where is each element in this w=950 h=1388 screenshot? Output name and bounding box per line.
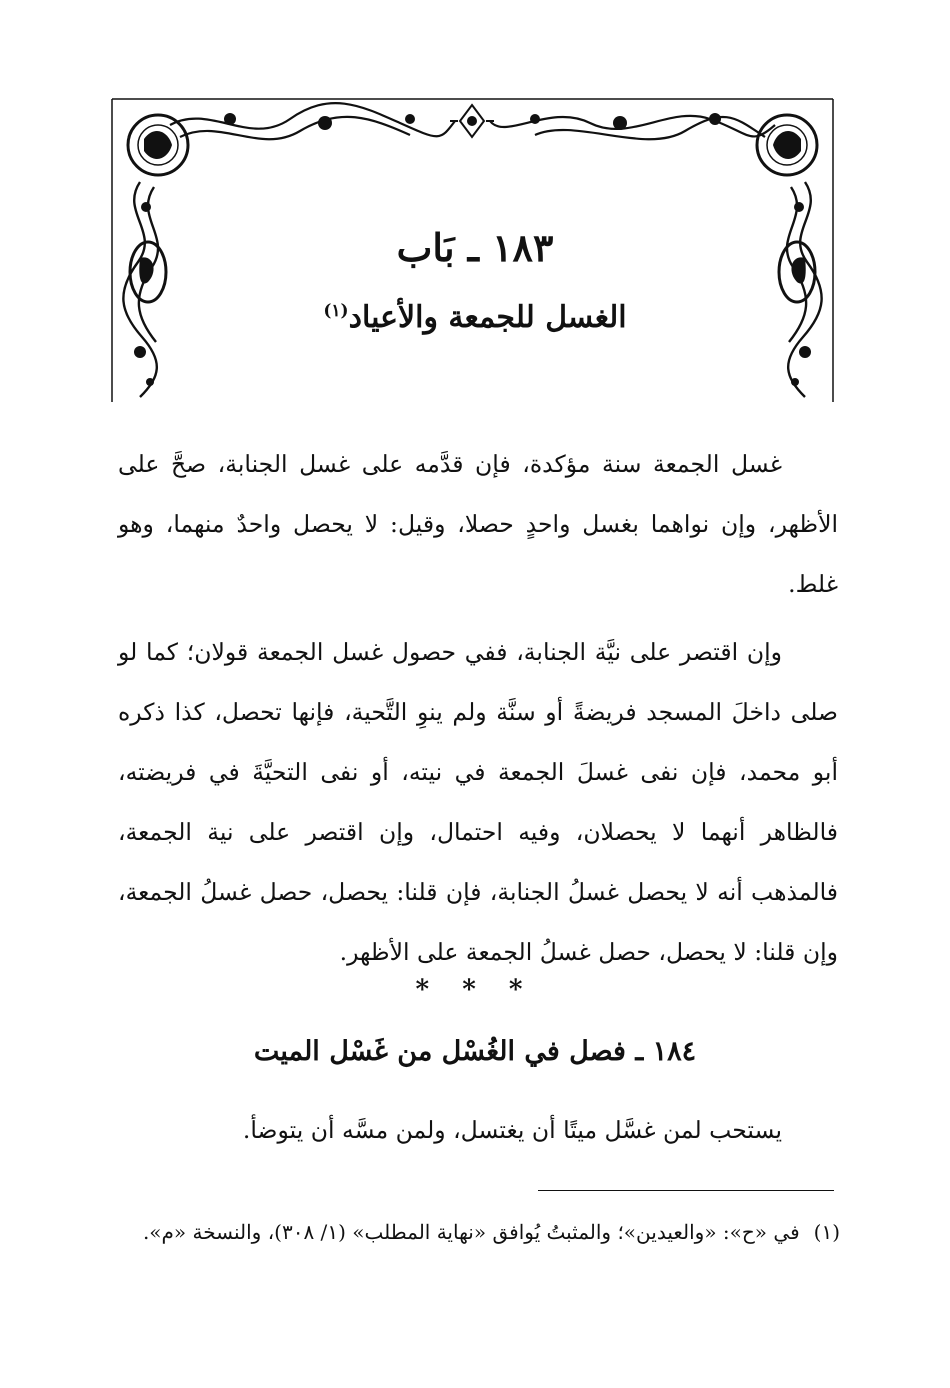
footnote bbox=[118, 1208, 840, 1256]
chapter-title bbox=[0, 300, 950, 335]
paragraph-1 bbox=[118, 434, 838, 614]
footnote-reference[interactable]: (١) bbox=[323, 301, 349, 321]
paragraph-2-text: وإن اقتصر على نيَّة الجنابة، ففي حصول غسل الجمعة قولان؛ كما لو صلى داخلَ المسجد فريضةً أو سنَّة ولم ينوِ التَّحية، فإنها تحصل، كذا ذكره أبو محمد، فإن نفى غسلَ الجمعة في نيته، أو نفى التحيَّةَ في فريضته، فالظاهر أنهما لا يحصلان، وفيه احتمال، وإن اقتصر على نية الجمعة، فالمذهب أنه لا يحصل غسلُ الجنابة، فإن قلنا: يحصل، حصل غسلُ الجمعة، وإن قلنا: لا يحصل، حصل غسلُ الجمعة على الأظهر. bbox=[118, 638, 838, 966]
footnote-text: في «ح»: «والعيدين»؛ والمثبتُ يُوافق «نهاية المطلب» (١/ ٣٠٨)، والنسخة «م». bbox=[142, 1220, 800, 1244]
section-title: ١٨٤ ـ فصل في الغُسْل من غَسْل الميت bbox=[253, 1036, 697, 1067]
footnote-number: (١) bbox=[813, 1220, 840, 1244]
paragraph-2 bbox=[118, 622, 838, 982]
chapter-number-heading bbox=[0, 225, 950, 270]
section-paragraph-text: يستحب لمن غسَّل ميتًا أن يغتسل، ولمن مسَّه أن يتوضأ. bbox=[242, 1116, 782, 1144]
paragraph-1-text: غسل الجمعة سنة مؤكدة، فإن قدَّمه على غسل الجنابة، صحَّ على الأظهر، وإن نواهما بغسل واحدٍ حصلا، وقيل: لا يحصل واحدٌ منهما، وهو غلط. bbox=[118, 450, 838, 598]
footnote-divider bbox=[538, 1190, 834, 1191]
chapter-title-text: الغسل للجمعة والأعياد bbox=[348, 300, 627, 335]
section-paragraph bbox=[118, 1100, 838, 1160]
section-separator: * * * bbox=[415, 975, 535, 1005]
chapter-number-text: ١٨٣ ـ بَاب bbox=[396, 225, 554, 270]
